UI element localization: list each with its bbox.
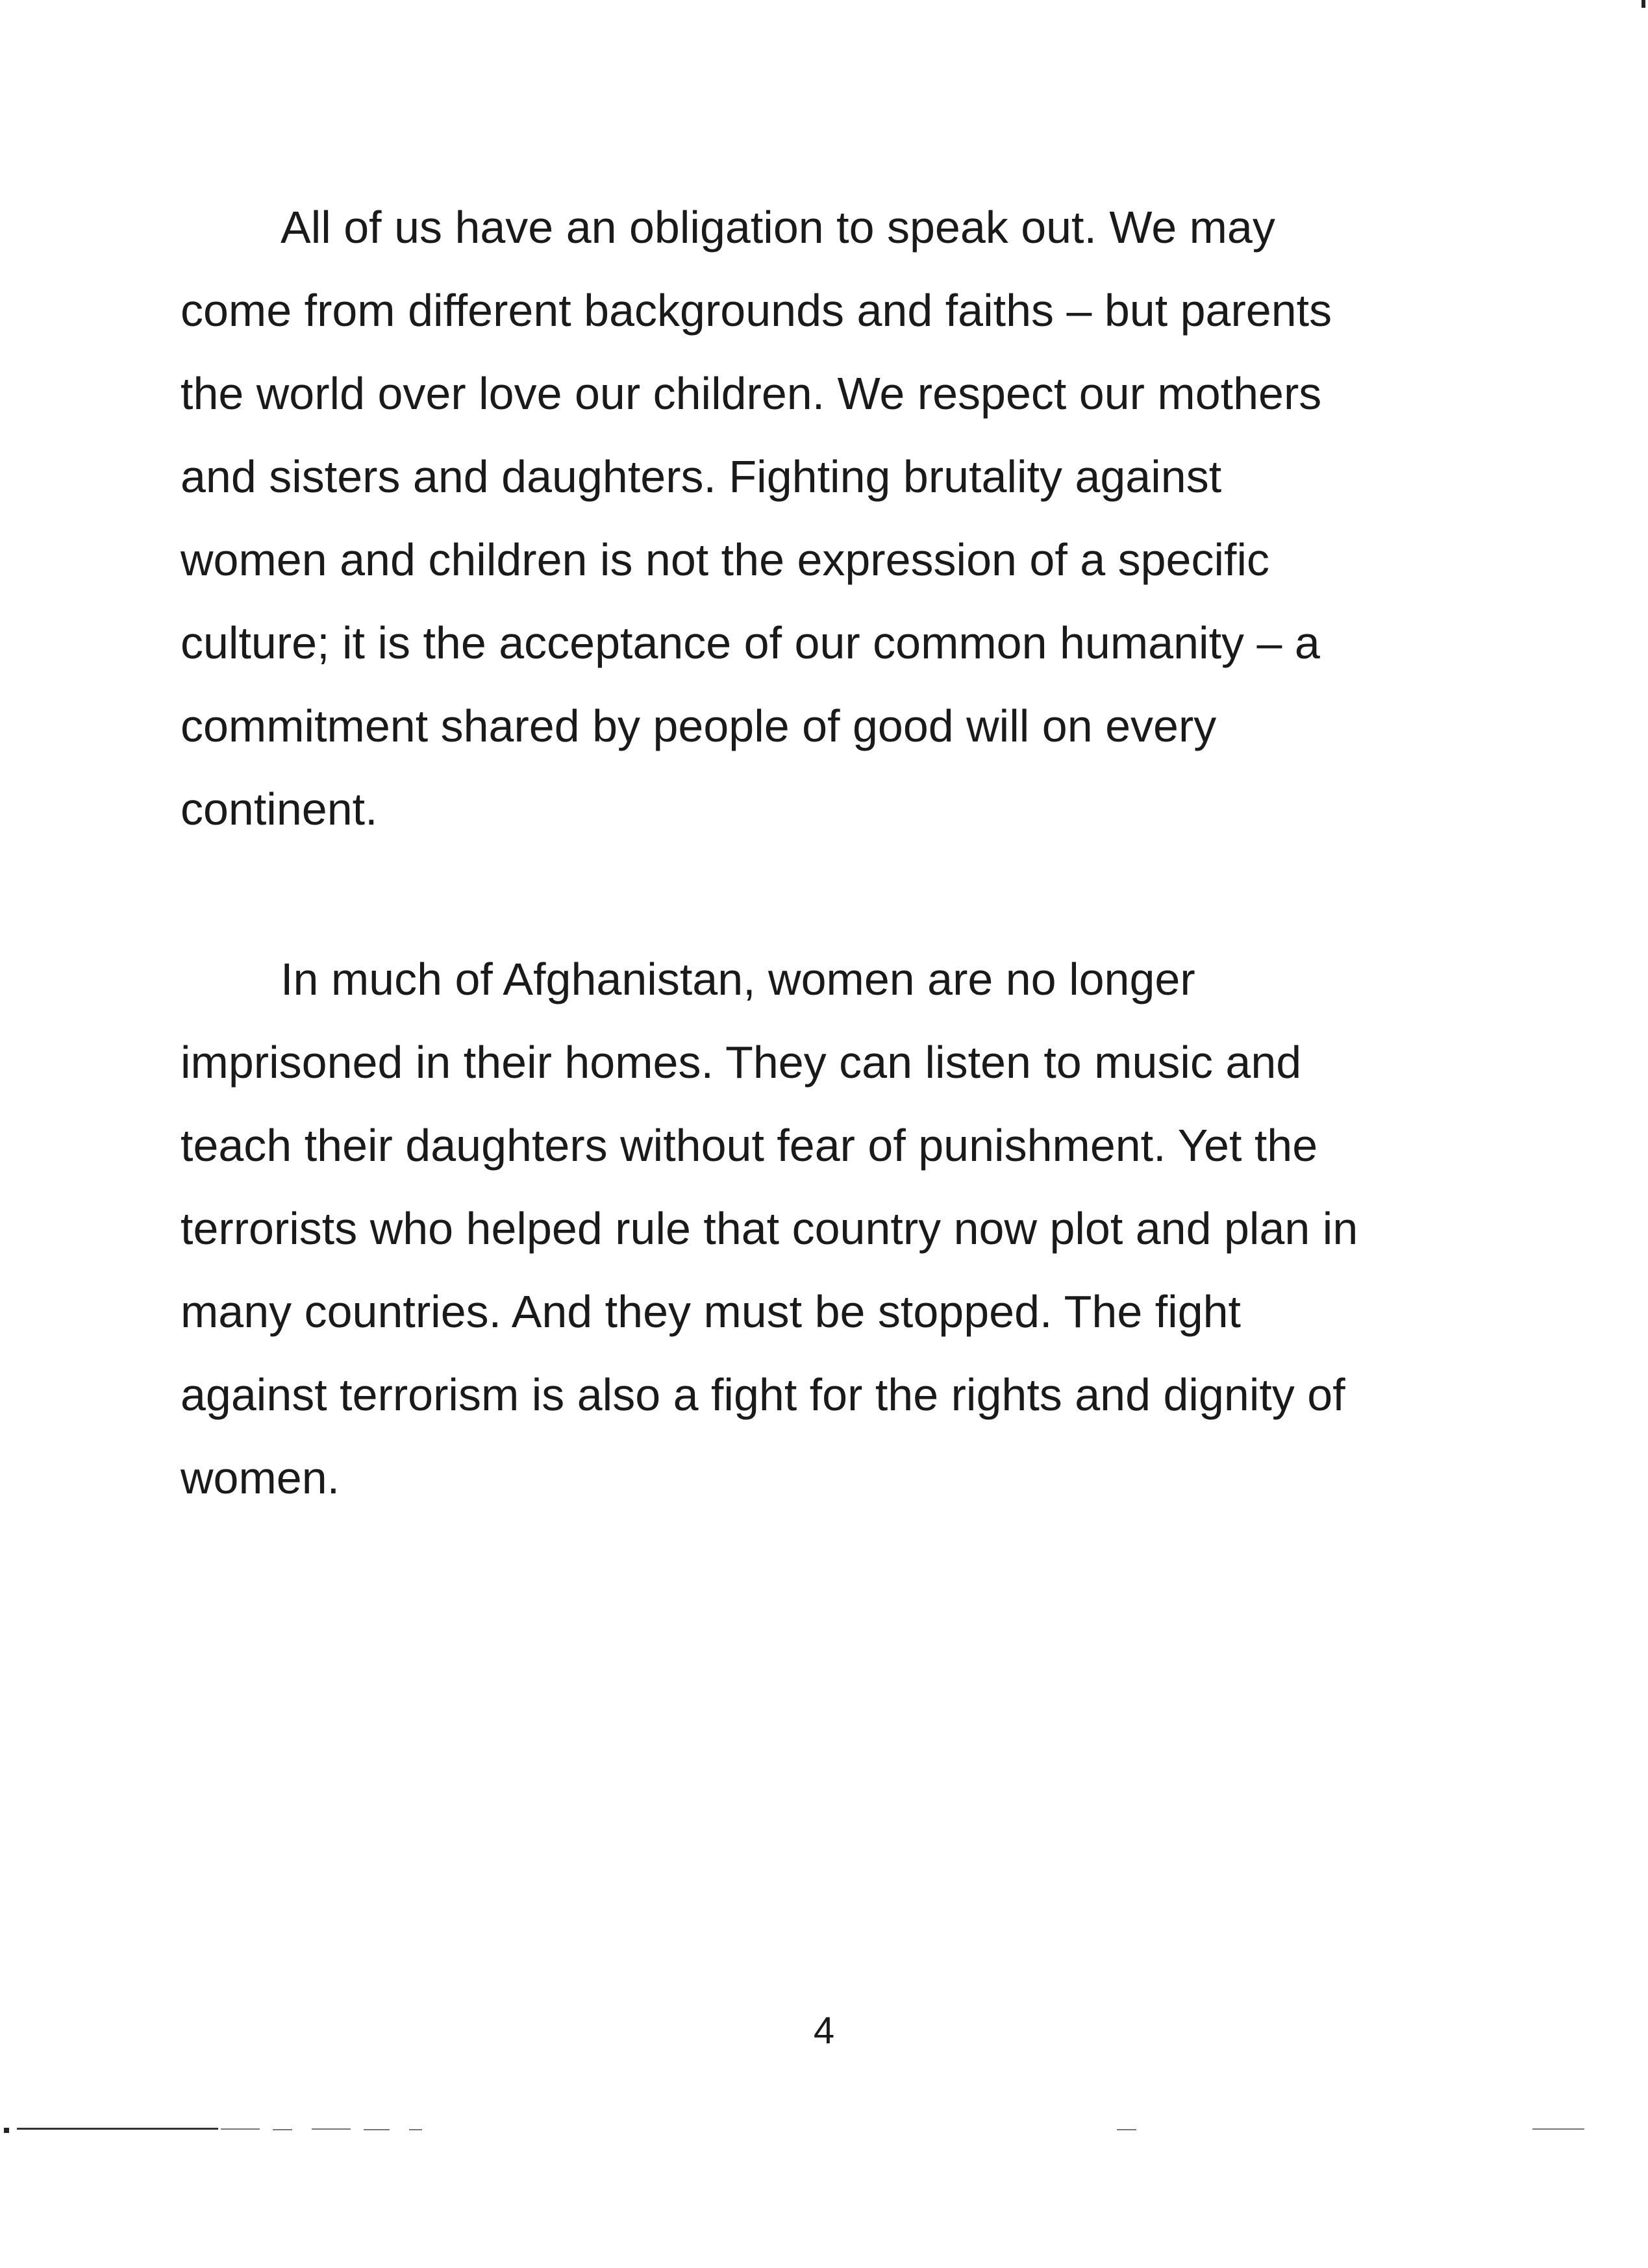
paragraph-line: teach their daughters without fear of punishment. Yet the [181, 1120, 1318, 1171]
page-number: 4 [813, 2010, 835, 2052]
paragraph-line: women. [181, 1452, 340, 1503]
scan-mark [4, 2128, 9, 2133]
paragraph-line: come from different backgrounds and faiths – but parents [181, 285, 1332, 336]
scan-mark [409, 2129, 422, 2130]
paragraph-line: the world over love our children. We respect our mothers [181, 368, 1322, 419]
paragraph-1 [181, 186, 1479, 851]
paragraph-line: many countries. And they must be stopped. The fight [181, 1286, 1242, 1337]
paragraph-line: against terrorism is also a fight for the rights and dignity of [181, 1369, 1345, 1420]
scan-mark [221, 2128, 260, 2130]
paragraph-line: continent. [181, 784, 378, 834]
paragraph-line: terrorists who helped rule that country now plot and plan in [181, 1203, 1358, 1254]
paragraph-line: and sisters and daughters. Fighting brutality against [181, 451, 1222, 502]
scan-mark [273, 2129, 292, 2130]
paragraph-2 [181, 938, 1479, 1519]
paragraph-line: In much of Afghanistan, women are no longer [281, 954, 1195, 1004]
scan-mark [1117, 2129, 1136, 2130]
scan-mark [1642, 0, 1645, 8]
paragraph-line: imprisoned in their homes. They can listen to music and [181, 1037, 1302, 1088]
paragraph-line: women and children is not the expression of a specific [181, 534, 1270, 585]
scan-mark [1532, 2128, 1584, 2130]
paragraph-line: All of us have an obligation to speak out. We may [281, 202, 1275, 253]
scan-rule [17, 2128, 218, 2130]
paragraph-line: culture; it is the acceptance of our common humanity – a [181, 617, 1320, 668]
paragraph-line: commitment shared by people of good will on every [181, 701, 1217, 751]
scan-mark [364, 2129, 390, 2130]
scan-mark [312, 2128, 351, 2130]
